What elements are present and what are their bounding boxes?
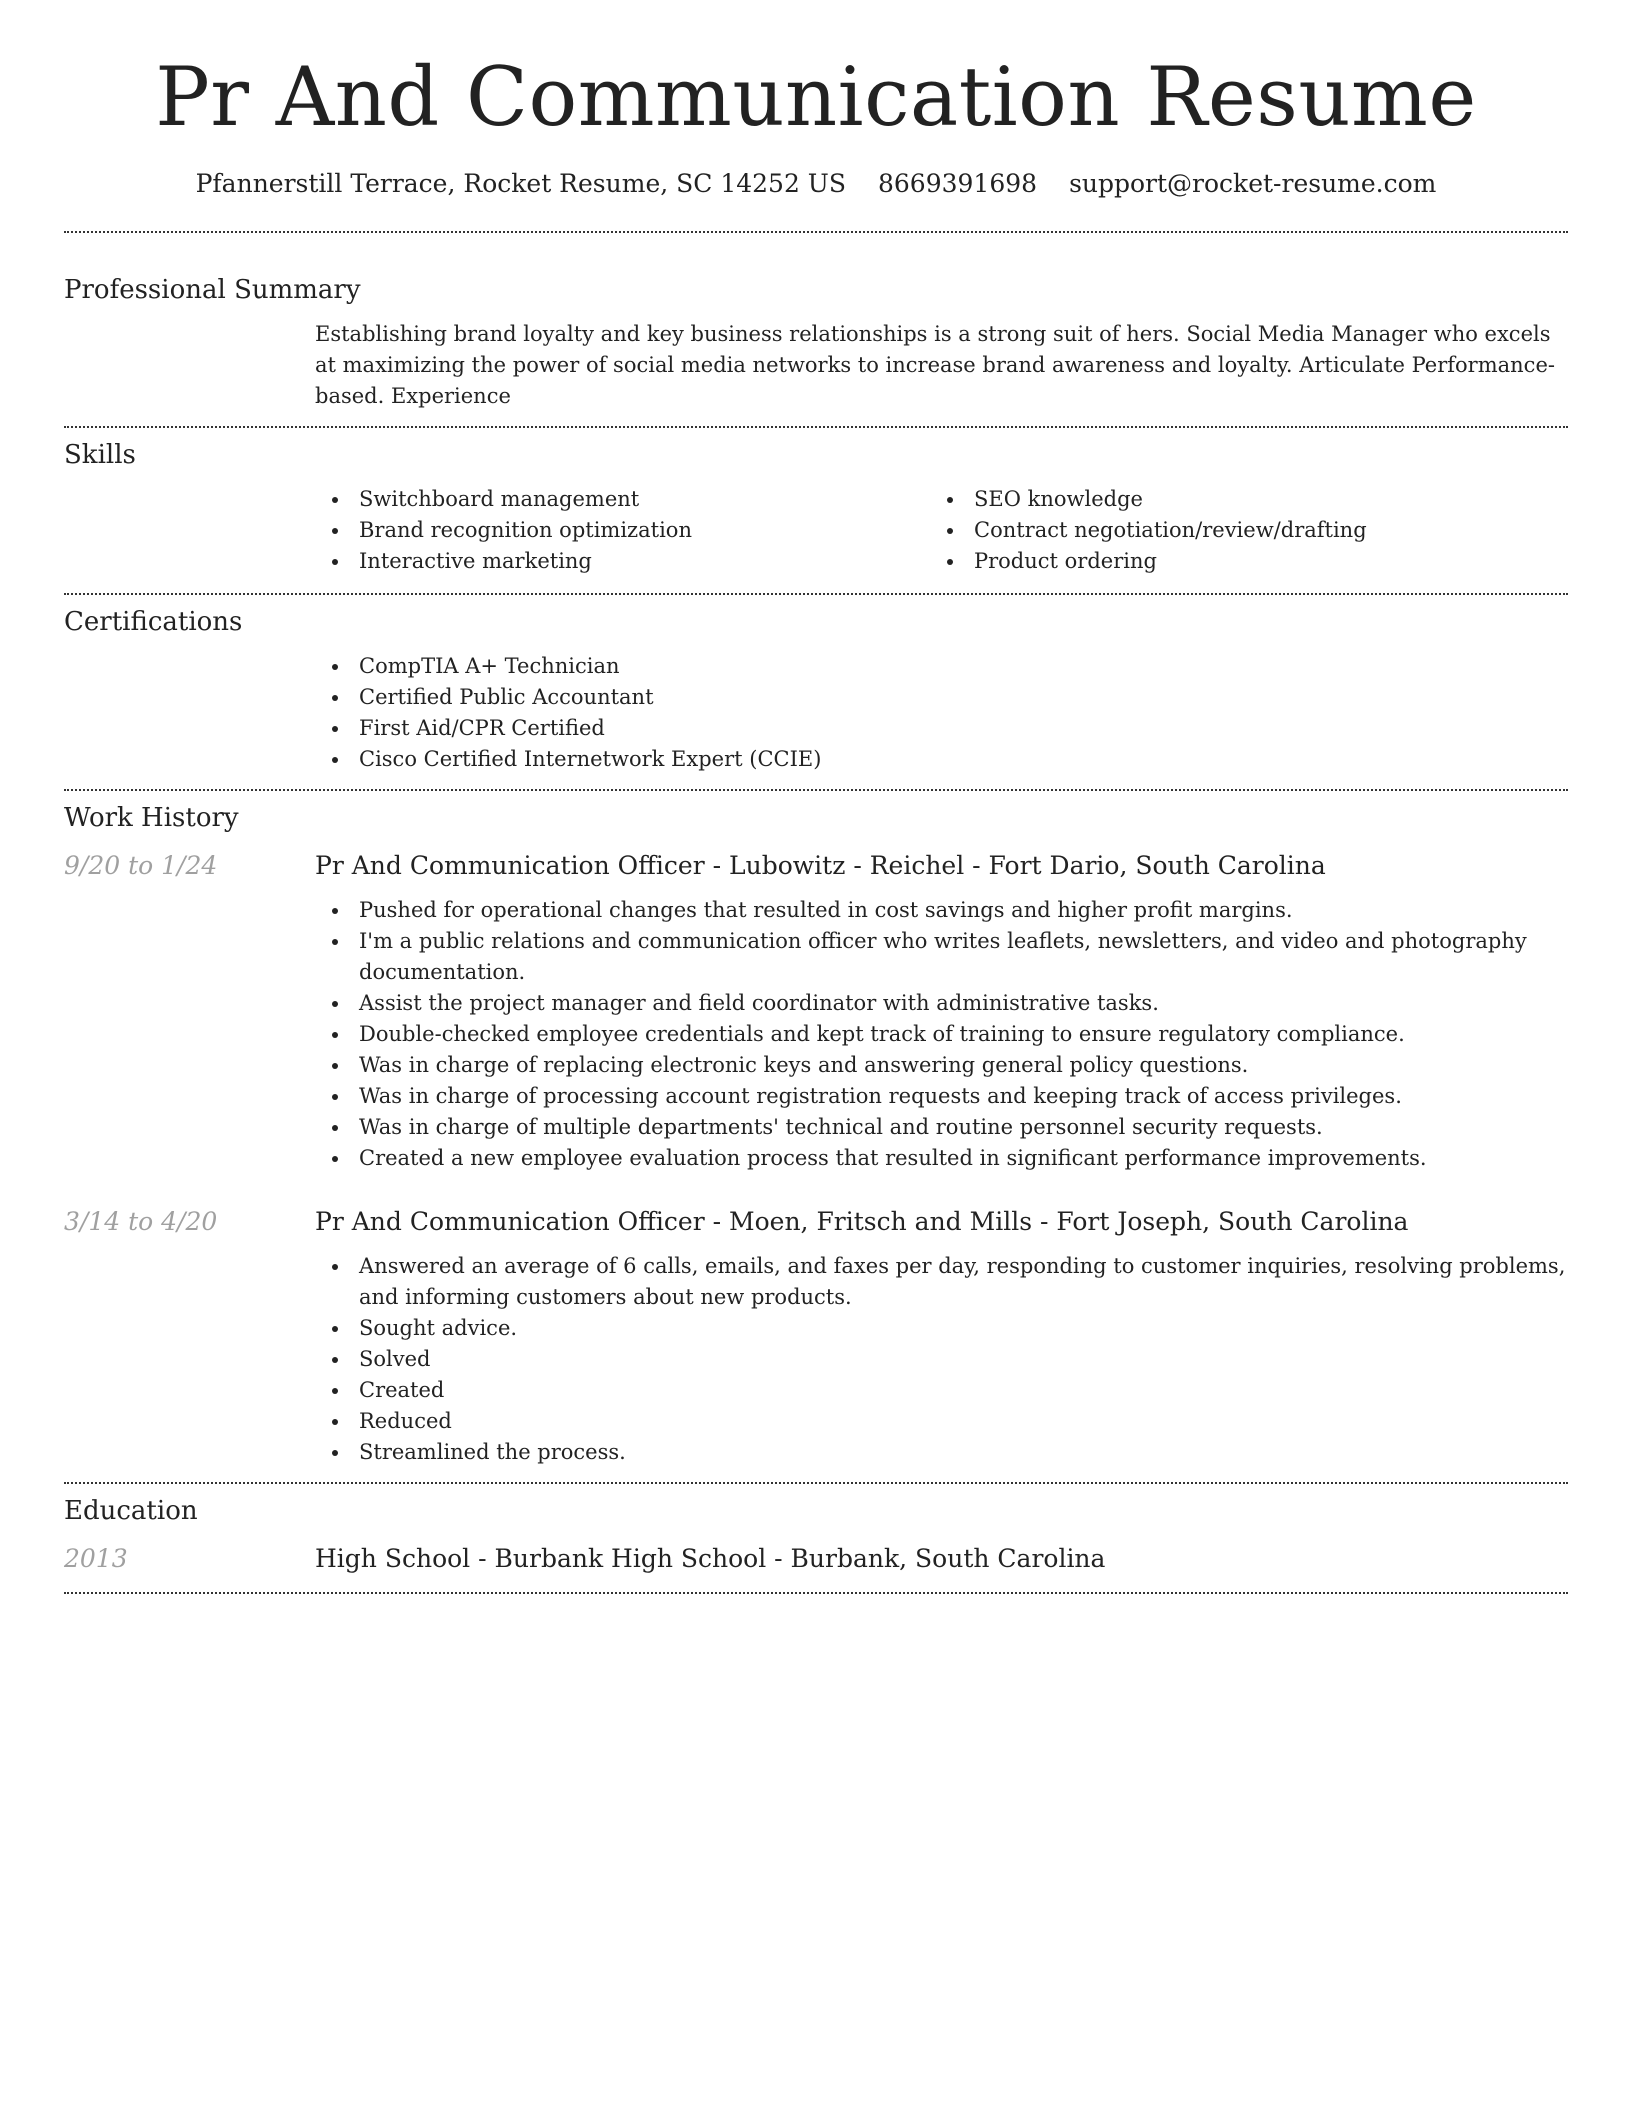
skill-item: Brand recognition optimization xyxy=(315,515,930,546)
education-title: High School - Burbank High School - Burbank, South Carolina xyxy=(315,1544,1106,1573)
job-bullet: Created xyxy=(315,1375,1568,1406)
certification-item: Cisco Certified Internetwork Expert (CCIE) xyxy=(315,744,1568,775)
job-entry xyxy=(64,847,1568,1174)
certification-item: First Aid/CPR Certified xyxy=(315,713,1568,744)
skill-item: Product ordering xyxy=(930,546,1545,577)
job-bullet: Reduced xyxy=(315,1406,1568,1437)
contact-info xyxy=(64,169,1568,198)
skills-section xyxy=(64,428,1568,593)
job-bullet: I'm a public relations and communication officer who writes leaflets, newsletters, and video and photography documentation. xyxy=(315,926,1568,988)
job-bullets xyxy=(315,895,1568,1174)
job-bullets xyxy=(315,1251,1568,1468)
job-entry xyxy=(64,1203,1568,1468)
skills-heading: Skills xyxy=(64,440,136,470)
job-title: Pr And Communication Officer - Moen, Fritsch and Mills - Fort Joseph, South Carolina xyxy=(315,1207,1409,1236)
job-bullet: Sought advice. xyxy=(315,1313,1568,1344)
education-section xyxy=(64,1484,1568,1592)
resume-title: Pr And Communication Resume xyxy=(155,51,1477,145)
job-bullet: Solved xyxy=(315,1344,1568,1375)
skill-item: Switchboard management xyxy=(315,484,930,515)
skills-list-left xyxy=(315,484,930,577)
work-history-heading: Work History xyxy=(64,803,239,833)
education-entry xyxy=(64,1540,1568,1578)
summary-heading: Professional Summary xyxy=(64,275,361,305)
education-year: 2013 xyxy=(64,1544,128,1573)
contact-email: support@rocket-resume.com xyxy=(1069,169,1437,198)
job-title: Pr And Communication Officer - Lubowitz - Reichel - Fort Dario, South Carolina xyxy=(315,851,1326,880)
job-bullet: Answered an average of 6 calls, emails, and faxes per day, responding to customer inquiries, resolving problems, and informing customers about new products. xyxy=(315,1251,1568,1313)
job-bullet: Streamlined the process. xyxy=(315,1437,1568,1468)
skills-list-right xyxy=(930,484,1545,577)
certification-item: Certified Public Accountant xyxy=(315,682,1568,713)
skill-item: Interactive marketing xyxy=(315,546,930,577)
job-bullet: Pushed for operational changes that resulted in cost savings and higher profit margins. xyxy=(315,895,1568,926)
contact-phone: 8669391698 xyxy=(878,169,1038,198)
skill-item: Contract negotiation/review/drafting xyxy=(930,515,1545,546)
job-dates: 9/20 to 1/24 xyxy=(64,851,218,880)
job-bullet: Was in charge of replacing electronic keys and answering general policy questions. xyxy=(315,1050,1568,1081)
summary-section xyxy=(64,233,1568,426)
contact-address: Pfannerstill Terrace, Rocket Resume, SC 14252 US xyxy=(195,169,846,198)
work-history-section xyxy=(64,791,1568,1482)
job-dates: 3/14 to 4/20 xyxy=(64,1207,218,1236)
skill-item: SEO knowledge xyxy=(930,484,1545,515)
certifications-section xyxy=(64,595,1568,789)
job-bullet: Was in charge of multiple departments' technical and routine personnel security requests. xyxy=(315,1112,1568,1143)
certifications-heading: Certifications xyxy=(64,607,243,637)
job-bullet: Was in charge of processing account registration requests and keeping track of access privileges. xyxy=(315,1081,1568,1112)
job-bullet: Assist the project manager and field coordinator with administrative tasks. xyxy=(315,988,1568,1019)
divider xyxy=(64,1592,1568,1594)
job-bullet: Created a new employee evaluation process that resulted in significant performance improvements. xyxy=(315,1143,1568,1174)
job-bullet: Double-checked employee credentials and kept track of training to ensure regulatory compliance. xyxy=(315,1019,1568,1050)
certifications-list xyxy=(315,651,1568,775)
education-heading: Education xyxy=(64,1496,198,1526)
certification-item: CompTIA A+ Technician xyxy=(315,651,1568,682)
summary-text: Establishing brand loyalty and key business relationships is a strong suit of hers. Social Media Manager who excels at maximizing the power of social media networks to increase brand awareness and loyalty. Articulate Performance-based. Experience xyxy=(315,322,1555,408)
